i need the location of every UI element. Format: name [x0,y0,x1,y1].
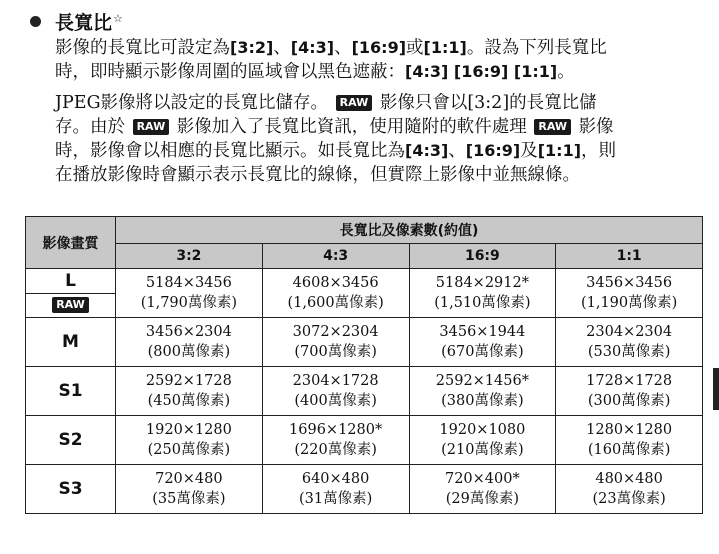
raw-badge-icon: RAW [336,95,373,111]
ratio-header-1-1: 1:1 [556,244,703,269]
paragraph-storage-info [55,91,705,187]
star-icon: ☆ [113,11,123,25]
paragraph-aspect-settings [55,36,705,84]
paragraph-line: 存。由於 RAW 影像加入了長寬比資訊，使用隨附的軟件處理 RAW 影像 [55,117,614,137]
table-cell: 1280×1280 (160萬像素) [556,416,703,465]
table-cell: 2304×2304 (530萬像素) [556,318,703,367]
table-cell: 2592×1728 (450萬像素) [116,367,263,416]
table-cell: 3456×1944 (670萬像素) [409,318,556,367]
ratio-header-16-9: 16:9 [409,244,556,269]
table-row [26,465,703,514]
quality-label: M [26,318,116,367]
ratio-header-3-2: 3:2 [116,244,263,269]
raw-badge-icon: RAW [133,119,170,135]
table-cell: 5184×2912* (1,510萬像素) [409,269,556,318]
table-cell: 1696×1280* (220萬像素) [262,416,409,465]
ratio-header-4-3: 4:3 [262,244,409,269]
paragraph-line: 在播放影像時會顯示表示長寬比的線條，但實際上影像中並無線條。 [55,165,580,185]
table-cell: 2592×1456* (380萬像素) [409,367,556,416]
table-cell: 2304×1728 (400萬像素) [262,367,409,416]
table-cell: 640×480 (31萬像素) [262,465,409,514]
quality-label: S3 [26,465,116,514]
table-cell: 1920×1280 (250萬像素) [116,416,263,465]
paragraph-line: 時，影像會以相應的長寬比顯示。如長寬比為[4:3]、[16:9]及[1:1]，則 [55,141,617,161]
aspect-ratio-table [25,216,703,514]
quality-label: S2 [26,416,116,465]
raw-badge-icon: RAW [534,119,571,135]
table-cell: 720×400* (29萬像素) [409,465,556,514]
table-row [26,367,703,416]
section-title: 長寬比☆ [55,11,123,34]
table-cell: 480×480 (23萬像素) [556,465,703,514]
chapter-tab-marker [713,368,719,410]
quality-cell-l [26,269,116,318]
table-cell: 1920×1080 (210萬像素) [409,416,556,465]
table-row [26,416,703,465]
table-cell: 4608×3456 (1,600萬像素) [262,269,409,318]
raw-badge-icon: RAW [52,297,89,313]
table-row [26,318,703,367]
paragraph-line: 時，即時顯示影像周圍的區域會以黑色遮蔽：[4:3] [16:9] [1:1]。 [55,62,575,82]
paragraph-line: JPEG影像將以設定的長寬比儲存。 RAW 影像只會以[3:2]的長寬比儲 [55,93,597,113]
table-cell: 3456×2304 (800萬像素) [116,318,263,367]
table-cell: 3072×2304 (700萬像素) [262,318,409,367]
table-cell: 720×480 (35萬像素) [116,465,263,514]
section-heading [30,8,123,35]
table-cell: 3456×3456 (1,190萬像素) [556,269,703,318]
quality-label: S1 [26,367,116,416]
table-cell: 1728×1728 (300萬像素) [556,367,703,416]
quality-header: 影像畫質 [26,217,116,269]
table-cell: 5184×3456 (1,790萬像素) [116,269,263,318]
paragraph-line: 影像的長寬比可設定為[3:2]、[4:3]、[16:9]或[1:1]。設為下列長寬比 [55,38,607,58]
table-row [26,269,703,318]
bullet-icon [30,16,41,27]
quality-label: L [26,269,115,294]
pixel-count-header: 長寬比及像素數(約值) [116,217,703,244]
